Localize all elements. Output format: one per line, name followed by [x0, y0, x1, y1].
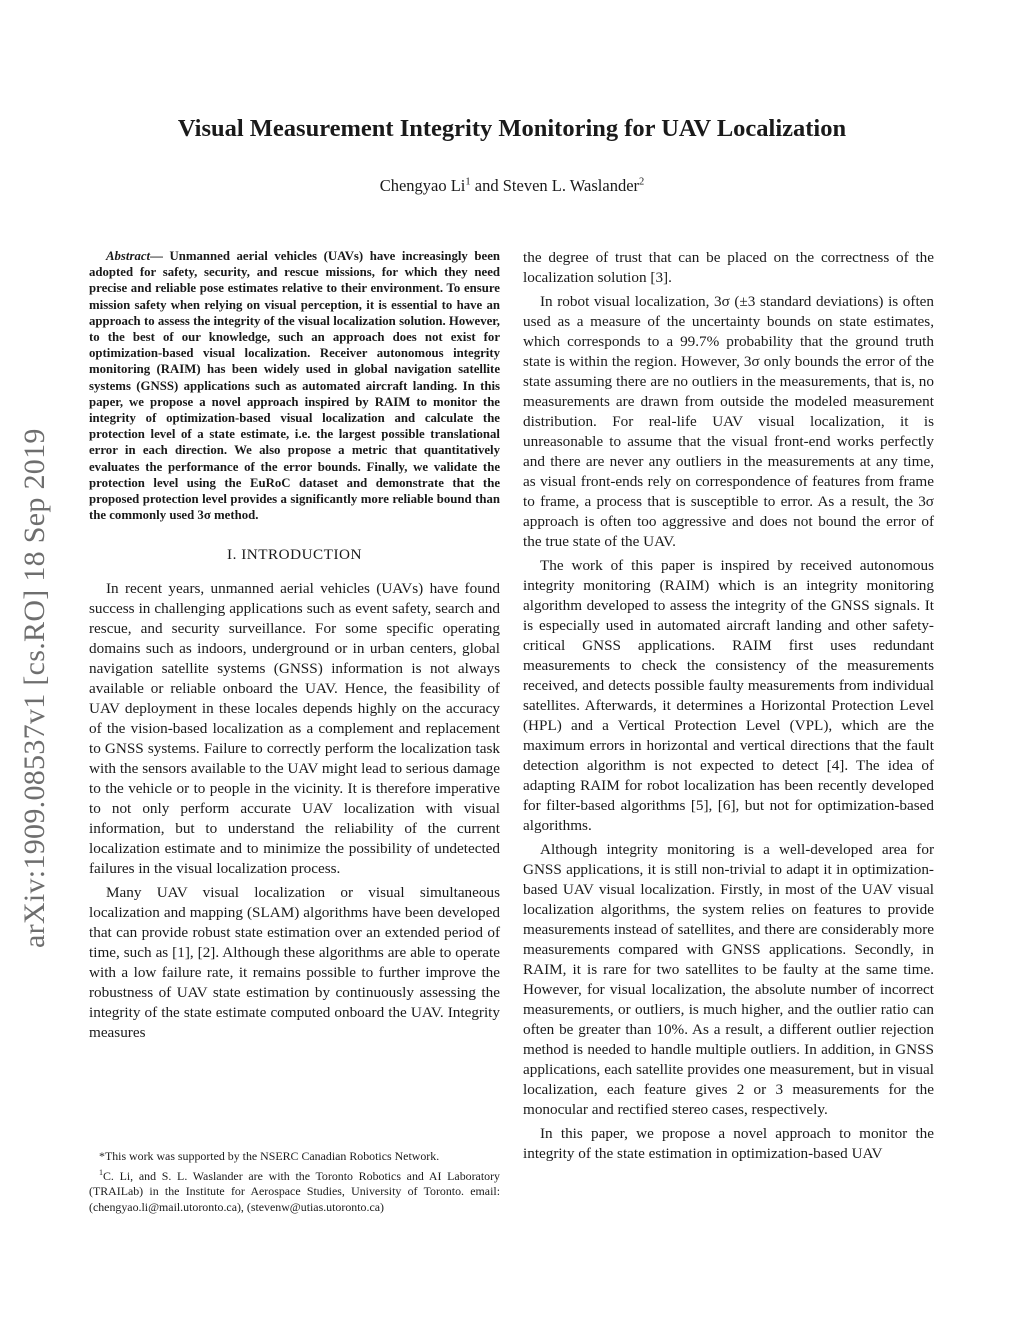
left-column [89, 248, 500, 1043]
body-paragraph: Many UAV visual localization or visual simultaneous localization and mapping (SLAM) algorithms have been developed that can provide robust state estimation over an extended period of time, such as [1], [2]. Although these algorithms are able to operate with a low failure rate, it remains possible to further improve the robustness of UAV state estimation by continuously assessing the integrity of the state estimate computed onboard the UAV. Integrity measures [89, 884, 500, 1042]
body-paragraph: the degree of trust that can be placed on the correctness of the localization solution [3]. [523, 249, 934, 286]
author-2-affiliation-mark: 2 [639, 176, 645, 188]
author-line [0, 176, 1024, 196]
arxiv-identifier: arXiv:1909.08537v1 [cs.RO] 18 Sep 2019 [18, 428, 51, 948]
abstract-label: Abstract [106, 249, 151, 263]
body-paragraph: The work of this paper is inspired by received autonomous integrity monitoring (RAIM) which is an integrity monitoring algorithm developed to assess the integrity of the GNSS signals. It is especially used in automated aircraft landing and other safety-critical GNSS applications. RAIM first uses redundant measurements to check the consistency of the measurements received, and detects possible faulty measurements from individual satellites. Afterwards, it determines a Horizontal Protection Level (HPL) and a Vertical Protection Level (VPL), which are the maximum errors in horizontal and vertical directions that the fault detection algorithm is not expected to detect [4]. The idea of adapting RAIM for robot localization has been recently developed for filter-based algorithms [5], [6], but not for optimization-based algorithms. [523, 557, 934, 834]
abstract [89, 248, 500, 523]
author-1-affiliation-mark: 1 [465, 176, 471, 188]
body-paragraph: In robot visual localization, 3σ (±3 standard deviations) is often used as a measure of the uncertainty bounds on state estimates, which corresponds to a 99.7% probability that the ground truth state is within the region. However, 3σ only bounds the error of the state assuming there are no outliers in the measurements, that is, no measurements are drawn from outside the modeled measurement distribution. For real-life UAV visual localization, it is unreasonable to assume that the visual front-end works perfectly and there are never any outliers in the measurements at any time, as visual front-ends rely on correspondence of features from frame to frame, a process that is susceptible to error. As a result, the 3σ approach is often too aggressive and does not bound the error of the true state of the UAV. [523, 293, 934, 550]
body-paragraph: Although integrity monitoring is a well-developed area for GNSS applications, it is still non-trivial to adapt it in optimization-based UAV visual localization. Firstly, in most of the UAV visual localization algorithms, the system relies on features to provide measurements instead of satellites, and there are considerably more measurements compared with GNSS applications. Secondly, in RAIM, it is rare for two satellites to be faulty at the same time. However, for visual localization, the absolute number of incorrect measurements, or outliers, is much higher, and the outlier ratio can often be greater than 10%. As a result, a different outlier rejection method is needed to handle multiple outliers. In addition, in GNSS applications, each satellite provides one measurement, but in visual localization, each feature gives 2 or 3 measurements for the monocular and rectified stereo cases, respectively. [523, 841, 934, 1118]
footnote-affiliation-text: C. Li, and S. L. Waslander are with the Toronto Robotics and AI Laboratory (TRAILab) in the Institute for Aerospace Studies, University of Toronto. email: (chengyao.li@mail.utoronto.ca), (stevenw@utias.utoronto.ca) [89, 1168, 500, 1214]
author-joiner: and [470, 176, 503, 195]
section-heading-introduction: I. INTRODUCTION [227, 546, 362, 564]
body-paragraph: In recent years, unmanned aerial vehicles (UAVs) have found success in challenging applications such as event safety, search and rescue, and security surveillance. For some specific operating domains such as indoors, underground or in urban centers, global navigation satellite systems (GNSS) information is not always available or reliable onboard the UAV. Hence, the feasibility of UAV deployment in these locales depends highly on the accuracy of the vision-based localization as a complement and replacement to GNSS systems. Failure to correctly perform the localization task with the sensors available to the UAV might lead to serious damage to the vehicle or to people in the vicinity. It is therefore imperative to not only perform accurate UAV localization with visual information, but to understand the reliability of the current localization estimate and to minimize the possibility of undetected failures in the visual localization process. [89, 580, 500, 878]
footnotes [89, 1149, 500, 1215]
footnote-affiliation [89, 1165, 500, 1216]
right-column [523, 248, 934, 1164]
author-2: Steven L. Waslander [502, 176, 640, 195]
footnote-support: *This work was supported by the NSERC Canadian Robotics Network. [99, 1149, 440, 1163]
footnote-affiliation-mark: 1 [99, 1167, 103, 1177]
paper-title: Visual Measurement Integrity Monitoring for UAV Localization [177, 115, 847, 142]
abstract-dash: — [150, 249, 170, 263]
body-paragraph: In this paper, we propose a novel approach to monitor the integrity of the state estimation in optimization-based UAV [523, 1125, 934, 1162]
abstract-text: Unmanned aerial vehicles (UAVs) have increasingly been adopted for safety, security, and rescue missions, for which they need precise and reliable pose estimates relative to their environment. To ensure mission safety when relying on visual perception, it is essential to have an approach to assess the integrity of the visual localization solution. However, to the best of our knowledge, such an approach does not exist for optimization-based visual localization. Receiver autonomous integrity monitoring (RAIM) has been widely used in global navigation satellite systems (GNSS) applications such as automated aircraft landing. In this paper, we propose a novel approach inspired by RAIM to monitor the integrity of optimization-based visual localization and calculate the protection level of a state estimate, i.e. the largest possible translational error in each direction. We also propose a metric that quantitatively evaluates the performance of the error bounds. Finally, we validate the protection level using the EuRoC dataset and demonstrate that the proposed protection level provides a significantly more reliable bound than the commonly used 3σ method. [89, 249, 500, 523]
author-1: Chengyao Li [379, 176, 466, 195]
